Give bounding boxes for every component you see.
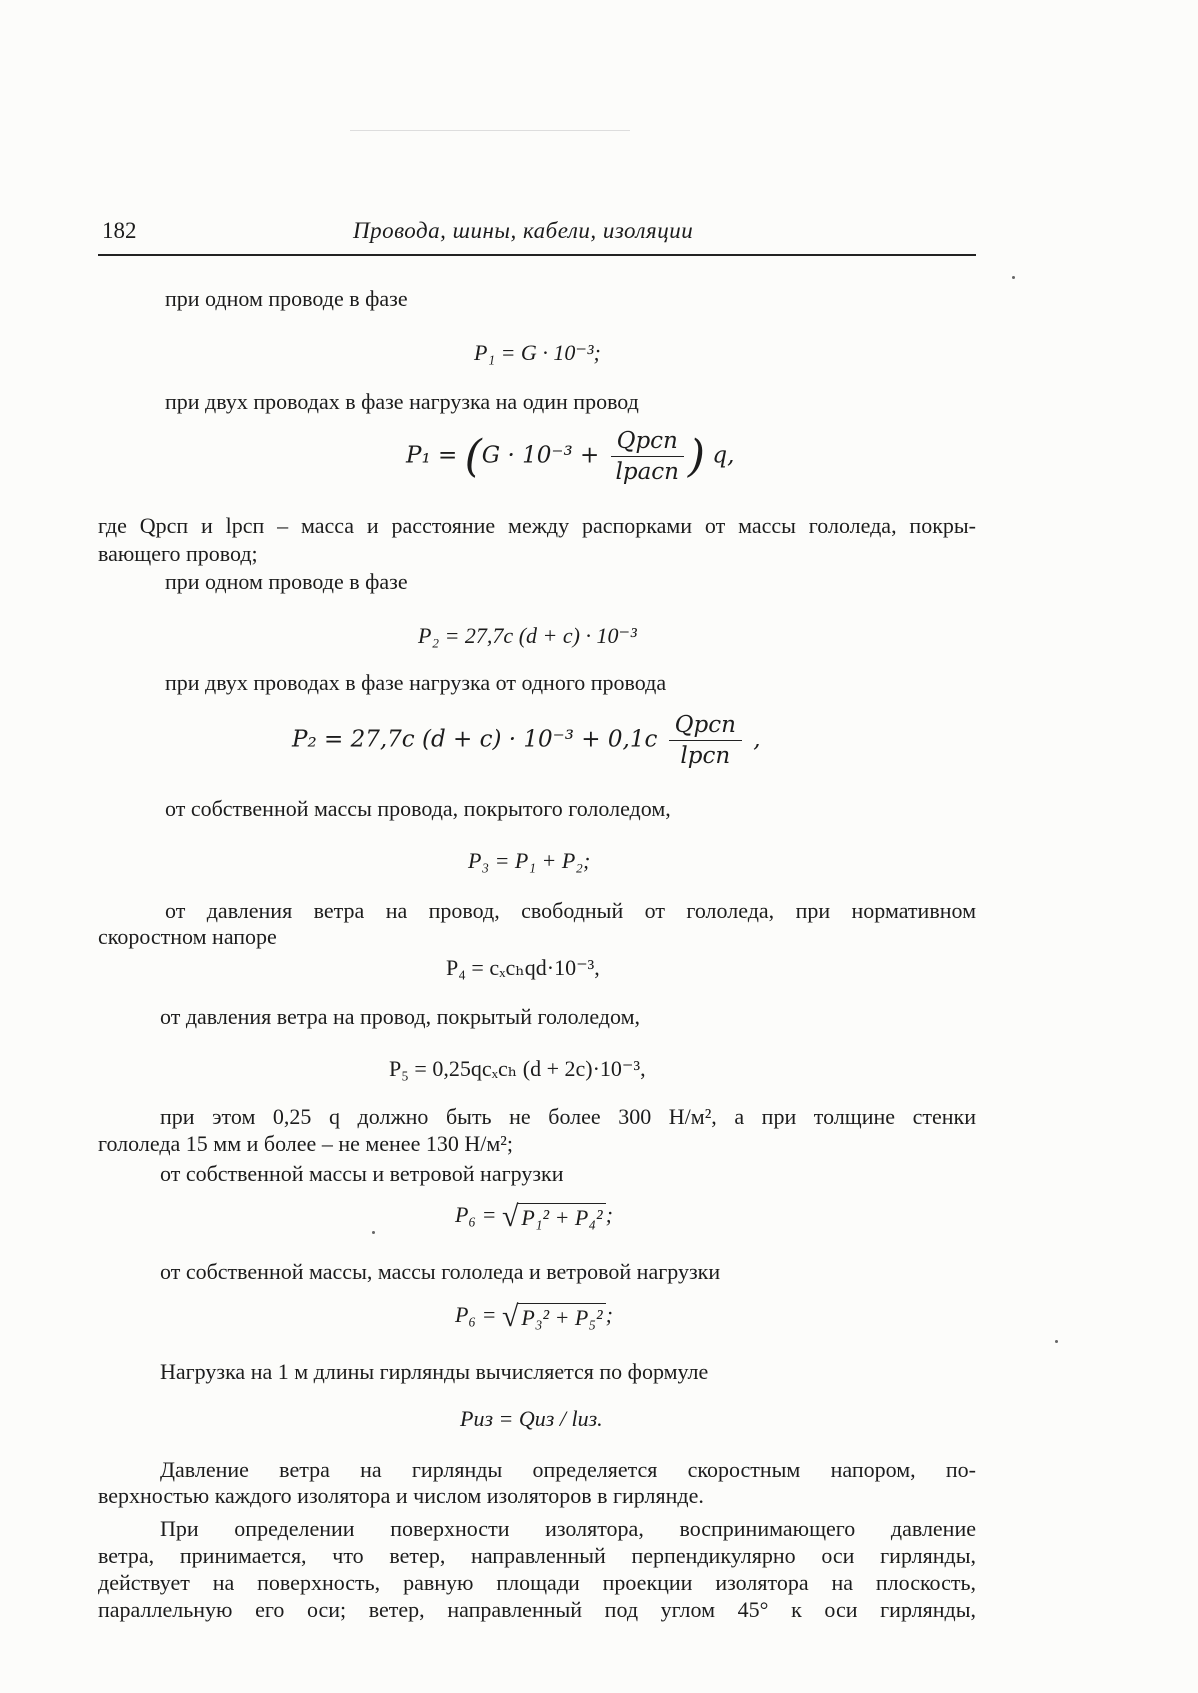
radical-sign: √: [501, 1300, 519, 1333]
paragraph-line: параллельную его оси; ветер, направленный под углом 45° к оси гирлянды,: [98, 1597, 976, 1622]
formula-lhs: P₁ =: [406, 442, 458, 469]
formula-term: G · 10⁻³ +: [481, 442, 600, 469]
radicand: P₁² + P₄²: [518, 1203, 605, 1231]
fraction: [669, 712, 742, 769]
paragraph-line: при двух проводах в фазе нагрузка на один провод: [165, 389, 639, 414]
formula-p6-a: [455, 1200, 613, 1234]
square-root: [502, 1200, 606, 1234]
scan-speck: [1055, 1340, 1058, 1343]
formula-tail: ;: [605, 1202, 613, 1228]
paragraph-line: от давления ветра на провод, свободный от гололеда, при нормативном: [165, 898, 976, 923]
paragraph-line: Давление ветра на гирлянды определяется скоростным напором, по-: [160, 1457, 976, 1482]
page-number: 182: [102, 218, 137, 243]
radicand: P₃² + P₅²: [518, 1303, 605, 1331]
fraction-denominator: lрсп: [680, 743, 731, 769]
running-title: Провода, шины, кабели, изоляции: [353, 218, 694, 243]
formula-p2-double: [292, 712, 761, 769]
scan-speck: [372, 1231, 375, 1234]
paragraph-line: гололеда 15 мм и более – не менее 130 Н/м²;: [98, 1131, 513, 1156]
formula-p1-double: [406, 428, 734, 485]
paragraph-line: ветра, принимается, что ветер, направленный перпендикулярно оси гирлянды,: [98, 1543, 976, 1568]
paragraph-line: при одном проводе в фазе: [165, 286, 408, 311]
page-header: [98, 212, 976, 256]
formula-lhs: P₆ =: [455, 1302, 497, 1328]
paragraph-line: вающего провод;: [98, 541, 258, 566]
paragraph-line: скоростном напоре: [98, 924, 277, 949]
right-paren: ): [687, 431, 706, 482]
formula-tail: q,: [712, 442, 735, 469]
paragraph-line: где Qрсп и lрсп – масса и расстояние между распорками от массы гололеда, покры-: [98, 513, 976, 538]
formula-lhs: P₆ =: [455, 1202, 497, 1228]
formula-p6-b: [455, 1300, 613, 1334]
formula-tail: ;: [605, 1302, 613, 1328]
formula-p-iz: Pиз = Qиз / lиз.: [460, 1406, 603, 1431]
paragraph-line: от собственной массы и ветровой нагрузки: [160, 1161, 564, 1186]
scan-speck: [1012, 276, 1015, 279]
formula-p5: P₅ = 0,25qcₓcₕ (d + 2c)·10⁻³,: [389, 1056, 646, 1081]
paragraph-line: при одном проводе в фазе: [165, 569, 408, 594]
formula-p4: P₄ = cₓcₕqd·10⁻³,: [446, 955, 600, 980]
fraction-denominator: lрасп: [615, 459, 679, 485]
paragraph-line: При определении поверхности изолятора, воспринимающего давление: [160, 1516, 976, 1541]
fraction: [611, 428, 684, 485]
paragraph-line: от собственной массы, массы гололеда и ветровой нагрузки: [160, 1259, 721, 1284]
paragraph-line: Нагрузка на 1 м длины гирлянды вычисляется по формуле: [160, 1359, 709, 1384]
formula-lhs: P₂ = 27,7c (d + c) · 10⁻³ + 0,1c: [292, 726, 658, 753]
paragraph-line: действует на поверхность, равную площади проекции изолятора на плоскость,: [98, 1570, 976, 1595]
fraction-numerator: Qрсп: [669, 712, 742, 741]
formula-tail: ,: [753, 726, 761, 753]
scan-artifact: [350, 130, 630, 131]
fraction-numerator: Qрсп: [611, 428, 684, 457]
radical-sign: √: [501, 1200, 519, 1233]
square-root: [502, 1300, 606, 1334]
paragraph-line: при двух проводах в фазе нагрузка от одного провода: [165, 670, 667, 695]
formula-p1-single: P₁ = G · 10⁻³;: [474, 340, 601, 365]
paragraph-line: верхностью каждого изолятора и числом изоляторов в гирлянде.: [98, 1483, 704, 1508]
paragraph-line: от давления ветра на провод, покрытый гололедом,: [160, 1004, 641, 1029]
formula-p2-single: P₂ = 27,7c (d + c) · 10⁻³: [418, 623, 637, 648]
paragraph-line: от собственной массы провода, покрытого гололедом,: [165, 796, 671, 821]
left-paren: (: [464, 431, 482, 482]
paragraph-line: при этом 0,25 q должно быть не более 300 Н/м², а при толщине стенки: [160, 1104, 976, 1129]
formula-p3: P₃ = P₁ + P₂;: [468, 848, 591, 873]
